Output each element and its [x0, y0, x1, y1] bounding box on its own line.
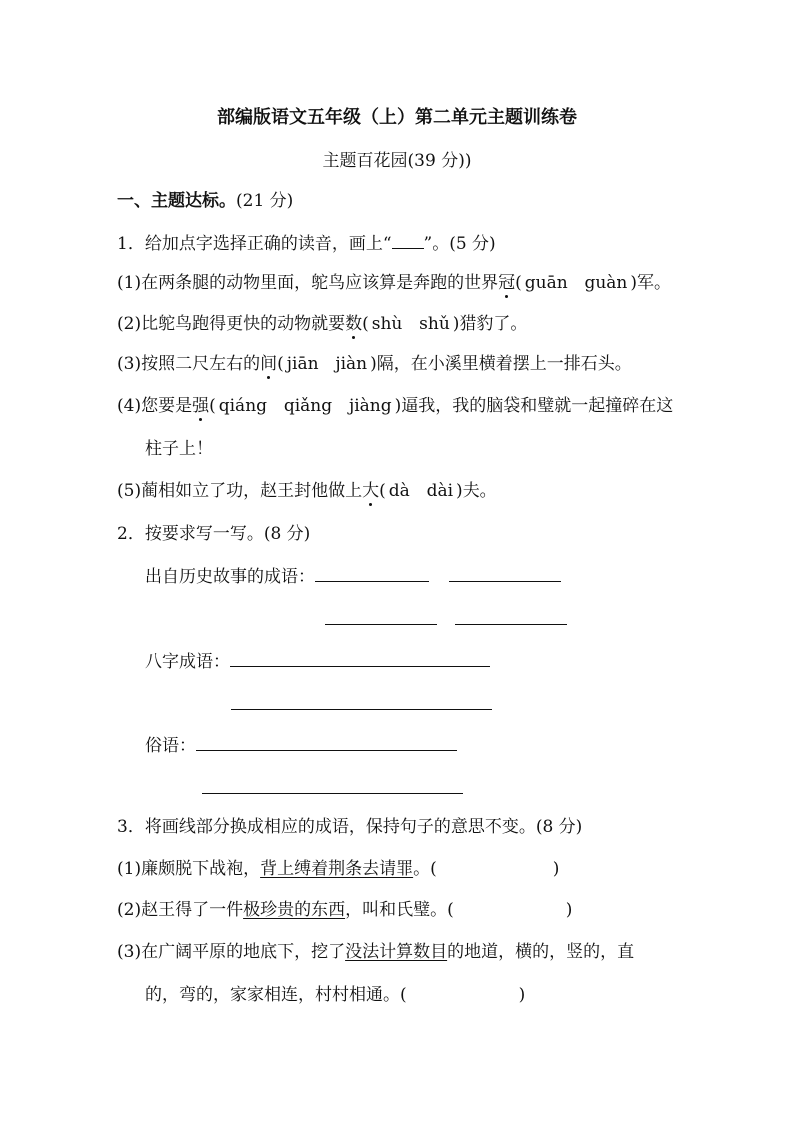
q1-item-4: (4)您要是强( qiáng qiǎng jiàng )逼我，我的脑袋和璧就一起撞碎在这	[117, 396, 674, 416]
q3-item-1-text: (1)廉颇脱下战袍，	[117, 859, 261, 879]
q3-item-2-end: ，叫和氏璧。(	[345, 900, 454, 920]
q1-item-4-continuation: 柱子上！	[145, 439, 213, 459]
section-1-title: 一、主题达标。	[117, 191, 236, 211]
pinyin-option[interactable]: dài	[426, 481, 454, 501]
q3-item-3-continuation	[145, 983, 525, 1007]
pinyin-option[interactable]: qiǎng	[283, 396, 333, 416]
q3-item-3-text: (3)在广阔平原的地底下，挖了	[117, 942, 346, 962]
q3-item-1	[117, 857, 559, 881]
q2-stem: 2．按要求写一写。(8 分)	[117, 524, 311, 544]
q1-item-1-end: 军。	[637, 273, 672, 293]
q3-item-2	[117, 898, 572, 922]
pinyin-option[interactable]: jiān	[286, 354, 319, 374]
answer-blank[interactable]	[325, 610, 437, 625]
q1-item-1: (1)在两条腿的动物里面，鸵鸟应该算是奔跑的世界冠( guān guàn )军。	[117, 273, 672, 293]
answer-blank[interactable]	[315, 567, 429, 582]
underlined-phrase: 极珍贵的东西	[243, 900, 346, 920]
answer-blank[interactable]	[449, 567, 561, 582]
eight-char-label: 八字成语：	[145, 652, 230, 672]
q1-stem-suffix: ”。(5 分)	[423, 234, 496, 254]
pinyin-option[interactable]: jiàng	[348, 396, 392, 416]
q3-item-1-end: 。(	[413, 859, 437, 879]
q2-proverb-row-1	[145, 734, 457, 758]
pinyin-option[interactable]: dà	[388, 481, 410, 501]
dotted-char: 强	[192, 396, 210, 416]
q3-item-3	[117, 940, 634, 964]
pinyin-option[interactable]: guàn	[584, 273, 628, 293]
close-paren: )	[518, 985, 526, 1005]
q1-stem-blank	[392, 234, 424, 249]
q1-item-2: (2)比鸵鸟跑得更快的动物就要数( shù shǔ )猎豹了。	[117, 314, 528, 334]
q1-item-1-text: (1)在两条腿的动物里面，鸵鸟应该算是奔跑的世界	[117, 273, 499, 293]
close-paren: )	[552, 859, 560, 879]
dotted-char: 间	[260, 354, 278, 374]
q1-stem-prefix: 1．给加点字选择正确的读音，画上“	[117, 234, 392, 254]
q3-item-2-text: (2)赵王得了一件	[117, 900, 244, 920]
q1-item-3-end: 隔，在小溪里横着摆上一排石头。	[376, 354, 632, 374]
q2-eight-char-row-2	[231, 693, 492, 717]
answer-blank[interactable]	[196, 736, 457, 751]
dotted-char: 冠	[498, 273, 516, 293]
proverb-label: 俗语：	[145, 736, 196, 756]
dotted-char: 大	[362, 481, 380, 501]
dotted-char: 数	[345, 314, 363, 334]
underlined-phrase: 背上缚着荆条去请罪	[260, 859, 414, 879]
answer-blank[interactable]	[230, 652, 490, 667]
q2-idioms-row-1	[145, 565, 561, 589]
q3-stem: 3．将画线部分换成相应的成语，保持句子的意思不变。(8 分)	[117, 817, 583, 837]
page-subtitle: 主题百花园(39 分))	[322, 151, 472, 171]
q2-eight-char-row-1	[145, 650, 490, 674]
q2-proverb-row-2	[202, 777, 463, 801]
answer-blank[interactable]	[202, 779, 463, 794]
q1-item-5-end: 夫。	[462, 481, 497, 501]
q1-item-3-text: (3)按照二尺左右的	[117, 354, 261, 374]
q1-stem	[117, 232, 496, 256]
pinyin-option[interactable]: shù	[371, 314, 403, 334]
pinyin-option[interactable]: jiàn	[335, 354, 368, 374]
section-1-heading	[117, 189, 293, 213]
q1-item-2-end: 猎豹了。	[459, 314, 528, 334]
pinyin-option[interactable]: shǔ	[419, 314, 450, 334]
q1-item-4-end: 逼我，我的脑袋和璧就一起撞碎在这	[401, 396, 674, 416]
section-1-points: (21 分)	[236, 191, 294, 211]
q1-item-5: (5)蔺相如立了功，赵王封他做上大( dà dài )夫。	[117, 481, 497, 501]
q1-item-3: (3)按照二尺左右的间( jiān jiàn )隔，在小溪里横着摆上一排石头。	[117, 354, 632, 374]
page-title: 部编版语文五年级（上）第二单元主题训练卷	[217, 107, 577, 128]
q2-idioms-row-2	[325, 608, 567, 632]
q1-item-2-text: (2)比鸵鸟跑得更快的动物就要	[117, 314, 346, 334]
q1-item-4-text: (4)您要是	[117, 396, 193, 416]
close-paren: )	[565, 900, 573, 920]
q3-item-3-end: 的地道，横的，竖的，直	[447, 942, 635, 962]
underlined-phrase: 没法计算数目	[345, 942, 448, 962]
pinyin-option[interactable]: guān	[524, 273, 568, 293]
answer-blank[interactable]	[231, 695, 492, 710]
q3-item-3-cont-text: 的，弯的，家家相连，村村相通。(	[145, 985, 407, 1005]
q1-item-5-text: (5)蔺相如立了功，赵王封他做上	[117, 481, 363, 501]
answer-blank[interactable]	[455, 610, 567, 625]
pinyin-option[interactable]: qiáng	[218, 396, 268, 416]
idioms-label: 出自历史故事的成语：	[145, 567, 315, 587]
